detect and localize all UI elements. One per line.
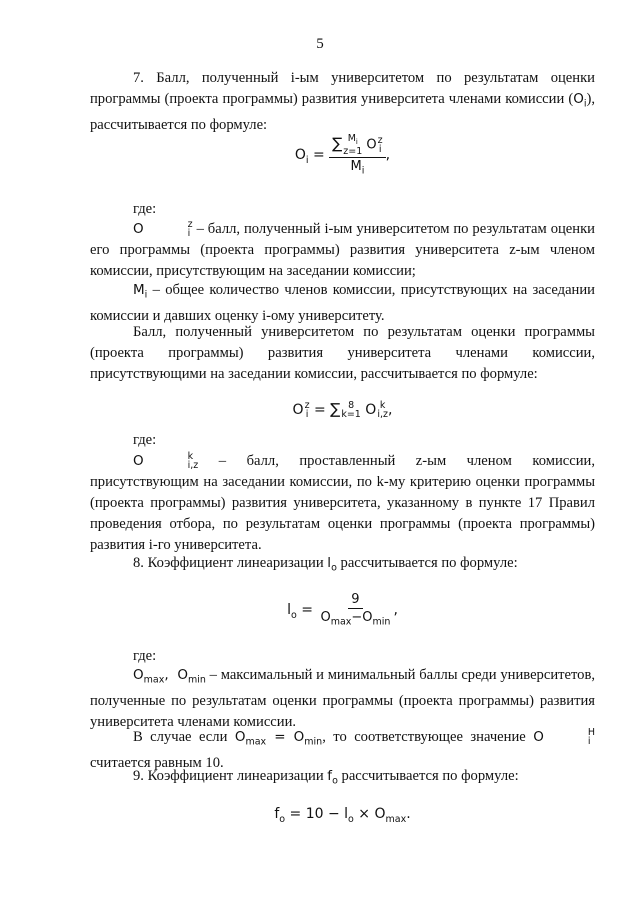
formula-fo: $f_o = 10 - l_o \times O_{max}$. [274,806,411,825]
definition-omax-omin [90,665,595,733]
paragraph-9 [90,766,595,792]
formula-oiz: O z i = ∑ 8 k=1 O k i,z , [292,400,393,420]
definition-mi [90,280,595,327]
definition-omax-omin-text: – максимальный и минимальный баллы среди университетов, полученные по результатам оценки программы (проекта программы) развития университета членами комиссии. [90,667,596,730]
symbol-oiz: O z i [133,219,193,239]
paragraph-8 [90,553,595,579]
label-gde-2: где: [133,432,157,448]
formula-lo: $l_o$ = $\frac{9}{O_{max}-O_{min}}$ , [287,592,398,628]
symbol-oih: O H i [533,727,595,747]
label-gde-3: где: [133,648,157,664]
symbol-omax-omin: $O_{max}$, $O_{min}$ [133,667,206,686]
formula-oi: $O_i$ = ∑ $M_i$ z=1 O z i $M_i$ , [294,133,391,177]
symbol-oikz: O k i,z [133,451,199,471]
definition-mi-text: – общее количество членов комиссии, присутствующих на заседании комиссии и давших оценку i-ому университету. [90,282,595,324]
symbol-lo: $l_o$ [327,555,337,574]
paragraph-7 [90,68,595,136]
paragraph-8-text-b: рассчитывается по формуле: [336,555,518,571]
paragraph-score: Балл, полученный университетом по результатам оценки программы (проекта программы) развития университета членами комиссии, присутствующими на заседании комиссии, рассчитывается по формуле: [90,324,595,382]
formula-lo-numerator: 9 [348,592,362,609]
paragraph-9-text-b: рассчитывается по формуле: [337,768,519,784]
page-number: 5 [316,36,324,52]
paragraph-case-text-c: считается равным 10. [90,754,224,771]
paragraph-8-text-a: 8. Коэффициент линеаризации [133,555,328,571]
definition-oiz [90,219,595,282]
definition-oikz-text: – балл, проставленный z-ым членом комиссии, присутствующим на заседании комиссии, по k-му критерию оценки программы (проекта программы) развития университета, указанному в пункте 17 Правил проведения отбора, по результатам оценки программы (проекта программы) развития i-го университета. [90,453,595,553]
definition-oiz-text: – балл, полученный i-ым университетом по результатам оценки его программы (проекта программы) развития университета z-ым членом комиссии, присутствующим на заседании комиссии; [90,221,595,279]
paragraph-7-text-a: 7. Балл, полученный i-ым университетом по результатам оценки программы (проекта программы) развития университета членами комиссии ( [90,70,595,107]
label-gde-1: где: [133,201,157,217]
definition-oikz [90,451,595,556]
paragraph-case-text-b: , то соответствующее значение [322,729,534,745]
symbol-oi: $O_i$ [573,91,587,110]
paragraph-case-text-a: В случае если [133,729,235,745]
paragraph-7-text-b: ), рассчитывается по формуле: [90,91,595,133]
paragraph-9-text-a: 9. Коэффициент линеаризации [133,768,328,784]
symbol-fo: $f_o$ [327,768,338,787]
symbol-mi: $M_i$ [133,282,148,301]
symbol-omax-eq-omin: $O_{max} = O_{min}$ [234,729,323,748]
